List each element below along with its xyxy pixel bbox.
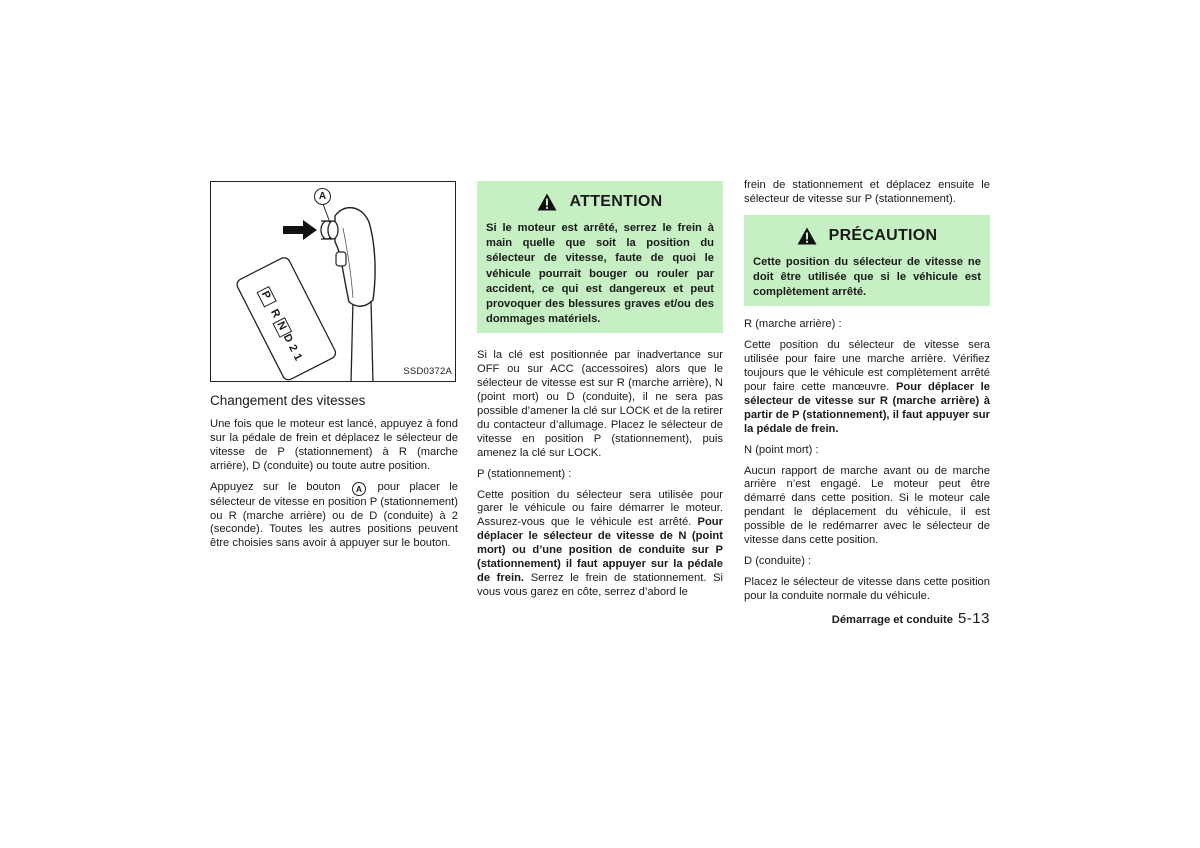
attention-box [477, 181, 723, 333]
page-footer [744, 610, 990, 628]
precaution-header [751, 221, 983, 251]
paragraph-button-start: Appuyez sur le bouton [210, 480, 341, 493]
precaution-text: Cette position du sélecteur de vitesse ne doit être utilisée que si le véhicule est complètement arrêté. [753, 255, 981, 299]
arrow-icon [283, 220, 317, 240]
footer-section-title: Démarrage et conduite [831, 614, 953, 626]
paragraph-neutral: Aucun rapport de marche avant ou de marche arrière n’est engagé. Le moteur peut être démarré dans cette position. Si le moteur cale pendant le déplacement du véhicule, il est possible de le redémarrer avec le sélecteur de vitesse dans cette position. [744, 464, 990, 547]
paragraph-park-text: Cette position du sélecteur sera utilisée pour garer le véhicule ou faire démarrer le moteur. Assurez-vous que le véhicule est arrêté. [477, 488, 723, 529]
attention-text: Si le moteur est arrêté, serrez le frein à main quelle que soit la position du sélecteur de vitesse, faute de quoi le véhicule pourrait bouger ou rouler par accident, ce qui est dangereux et peut provoquer des blessures graves et/ou des dommages matériels. [486, 222, 714, 326]
paragraph-key: Si la clé est positionnée par inadvertance sur OFF ou sur ACC (accessoires) alors que le sélecteur de vitesse est sur R (marche arrière), N (point mort) ou D (conduite), il ne sera pas possible d’amener la clé sur LOCK et de la retirer du contacteur d’allumage. Placez le sélecteur de vitesse en position P (stationnement), puis amenez la clé sur LOCK. [477, 349, 723, 459]
paragraph-park-end: Serrez le frein de stationnement. Si vous vous garez en côte, serrez d’abord le [477, 572, 724, 598]
warning-triangle-icon [797, 227, 817, 245]
paragraph-continued: frein de stationnement et déplacez ensuite le sélecteur de vitesse sur P (stationnement). [744, 179, 990, 205]
label-park: P (stationnement) : [477, 467, 572, 480]
column-middle [477, 181, 723, 607]
callout-a-label: A [314, 188, 331, 205]
paragraph-park [477, 489, 723, 600]
gate-letter-p: P [257, 286, 277, 308]
label-neutral: N (point mort) : [744, 443, 819, 456]
precaution-box [744, 215, 990, 307]
gate-letter-d: D [280, 332, 297, 349]
gate-letter-n: N [273, 317, 293, 338]
section-heading: Changement des vitesses [210, 393, 366, 408]
page-number: 5-13 [957, 610, 990, 627]
label-drive: D (conduite) : [744, 555, 812, 568]
paragraph-drive: Placez le sélecteur de vitesse dans cette position pour la conduite normale du véhicule. [744, 575, 990, 602]
gate-letter-r: R [268, 307, 285, 324]
paragraph-reverse-bold: Pour déplacer le sélecteur de vitesse sur R (marche arrière) à partir de P (stationnement), il faut appuyer sur la pédale de frein. [744, 381, 990, 435]
precaution-title: PRÉCAUTION [828, 226, 938, 244]
shift-gate-plate [235, 256, 338, 382]
gate-letter-2: 2 [286, 342, 302, 358]
paragraph-reverse-text: Cette position du sélecteur de vitesse sera utilisée pour faire une marche arrière. Vérifiez toujours que le véhicule est complètement arrêté pour faire cette manœuvre. [744, 339, 990, 394]
paragraph-reverse [744, 339, 990, 436]
paragraph-park-bold: Pour déplacer le sélecteur de vitesse de N (point mort) ou d’une position de conduite sur P (stationnement) il faut appuyer sur la pédale de frein. [477, 516, 723, 585]
attention-header [484, 187, 716, 217]
shifter-drawing [211, 182, 456, 382]
attention-title: ATTENTION [569, 193, 663, 211]
column-left [210, 181, 458, 558]
column-right [744, 179, 990, 611]
paragraph-intro: Une fois que le moteur est lancé, appuyez à fond sur la pédale de frein et déplacez le sélecteur de vitesse de P (stationnement) à R (marche arrière), D (conduite) ou toute autre position. [210, 418, 458, 472]
label-reverse: R (marche arrière) : [744, 318, 842, 331]
paragraph-button [210, 481, 458, 552]
gear-shifter-illustration [210, 181, 456, 382]
paragraph-button-end: pour placer le sélecteur de vitesse en position P (stationnement) ou R (marche arrière) ou de D (conduite) à 2 (seconde). Toutes les autres positions peuvent être choisies sans avoir à appuyer sur le bouton. [210, 480, 459, 550]
figure-code: SSD0372A [403, 366, 452, 378]
gate-letter-1: 1 [290, 351, 306, 367]
warning-triangle-icon [537, 193, 557, 211]
button-a-symbol: A [352, 482, 366, 496]
